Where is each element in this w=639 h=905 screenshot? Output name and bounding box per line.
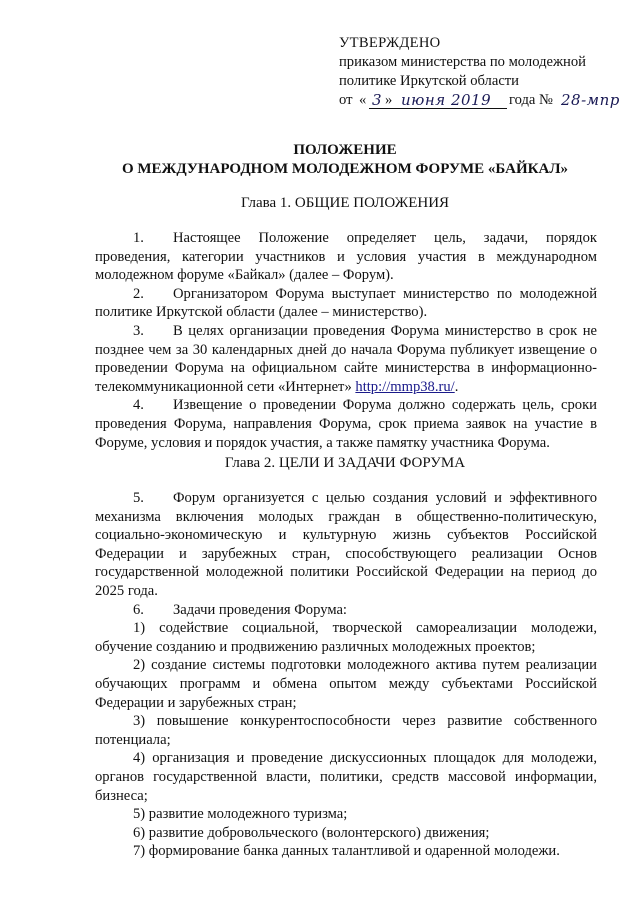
paragraph-6 (95, 601, 597, 620)
paragraph-text: Форум организуется с целью создания условий и эффективного механизма включения молодых граждан в общественно-политическую, социально-экономическую и культурную жизнь субъектов Российской Федерации и зарубежных стран, способствующего реализации Основ государственной молодежной политики Российской Федерации на период до 2025 года. (95, 490, 597, 599)
paragraph-number: 6. (133, 601, 144, 618)
paragraph-text: Задачи проведения Форума: (173, 601, 347, 618)
date-month-year: июня 2019 (401, 91, 492, 109)
date-close-quote: » (385, 92, 393, 108)
approval-ot: от (339, 92, 353, 108)
approval-date-line (339, 91, 629, 113)
chapter-1-heading: Глава 1. ОБЩИЕ ПОЛОЖЕНИЯ (240, 195, 450, 211)
paragraph-text: Настоящее Положение определяет цель, задачи, порядок проведения, категории участников и условия участия в международном молодежном форуме «Байкал» (далее – Форум). (95, 230, 597, 284)
chapter-2-heading: Глава 2. ЦЕЛИ И ЗАДАЧИ ФОРУМА (224, 455, 466, 471)
paragraph-number: 3. (133, 322, 144, 339)
approval-line-2: политике Иркутской области (339, 73, 519, 89)
paragraph-text: В целях организации проведения Форума министерство в срок не позднее чем за 30 календарных дней до начала Форума публикует извещение о проведении Форума на официальном сайте министерства в информационно-телекоммуникационной сети «Интернет» (95, 322, 597, 395)
title-line-1: ПОЛОЖЕНИЕ (293, 142, 397, 158)
paragraph-3 (95, 322, 597, 396)
order-number: 28-мпр (561, 91, 620, 109)
list-item: 2) создание системы подготовки молодежного актива путем реализации обучающих программ и обмена опытом между субъектами Российской Федерации и зарубежных стран; (95, 657, 597, 711)
list-item: 6) развитие добровольческого (волонтерского) движения; (133, 824, 490, 841)
date-open-quote: « (359, 92, 367, 108)
approval-goda: года № (509, 92, 553, 108)
approval-heading: УТВЕРЖДЕНО (339, 35, 441, 51)
chapter-1-body (95, 229, 597, 452)
paragraph-end: . (454, 378, 459, 395)
paragraph-number: 1. (133, 230, 144, 246)
paragraph-5 (95, 489, 597, 601)
list-item: 4) организация и проведение дискуссионных площадок для молодежи, органов государственной власти, политики, средств массовой информации, бизнеса; (95, 750, 597, 804)
site-link[interactable]: http://mmp38.ru/ (355, 378, 455, 395)
paragraph-1 (95, 229, 597, 285)
paragraph-text: Извещение о проведении Форума должно содержать цель, сроки проведения Форума, направления Форума, срок приема заявок на участие в Форуме, условия и порядок участия, а также памятку участника Форума. (95, 397, 597, 451)
list-item: 3) повышение конкурентоспособности через развитие собственного потенциала; (95, 713, 597, 748)
date-underline (369, 108, 507, 109)
title-line-2: О МЕЖДУНАРОДНОМ МОЛОДЕЖНОМ ФОРУМЕ «БАЙКАЛ» (121, 161, 569, 177)
chapter-2-body (95, 489, 597, 861)
paragraph-number: 5. (133, 490, 144, 506)
paragraph-number: 4. (133, 397, 144, 414)
paragraph-number: 2. (133, 285, 144, 302)
paragraph-4 (95, 396, 597, 452)
approval-line-1: приказом министерства по молодежной (339, 54, 586, 70)
list-item: 5) развитие молодежного туризма; (133, 806, 348, 823)
paragraph-2 (95, 285, 597, 322)
approval-stamp (339, 34, 629, 113)
list-item: 1) содействие социальной, творческой самореализации молодежи, обучение созданию и продвижению различных молодежных проектов; (95, 620, 597, 655)
document-title (60, 141, 630, 179)
paragraph-text: Организатором Форума выступает министерство по молодежной политике Иркутской области (далее – министерство). (95, 285, 597, 321)
list-item: 7) формирование банка данных талантливой и одаренной молодежи. (133, 843, 560, 860)
date-day: 3 (372, 91, 383, 109)
